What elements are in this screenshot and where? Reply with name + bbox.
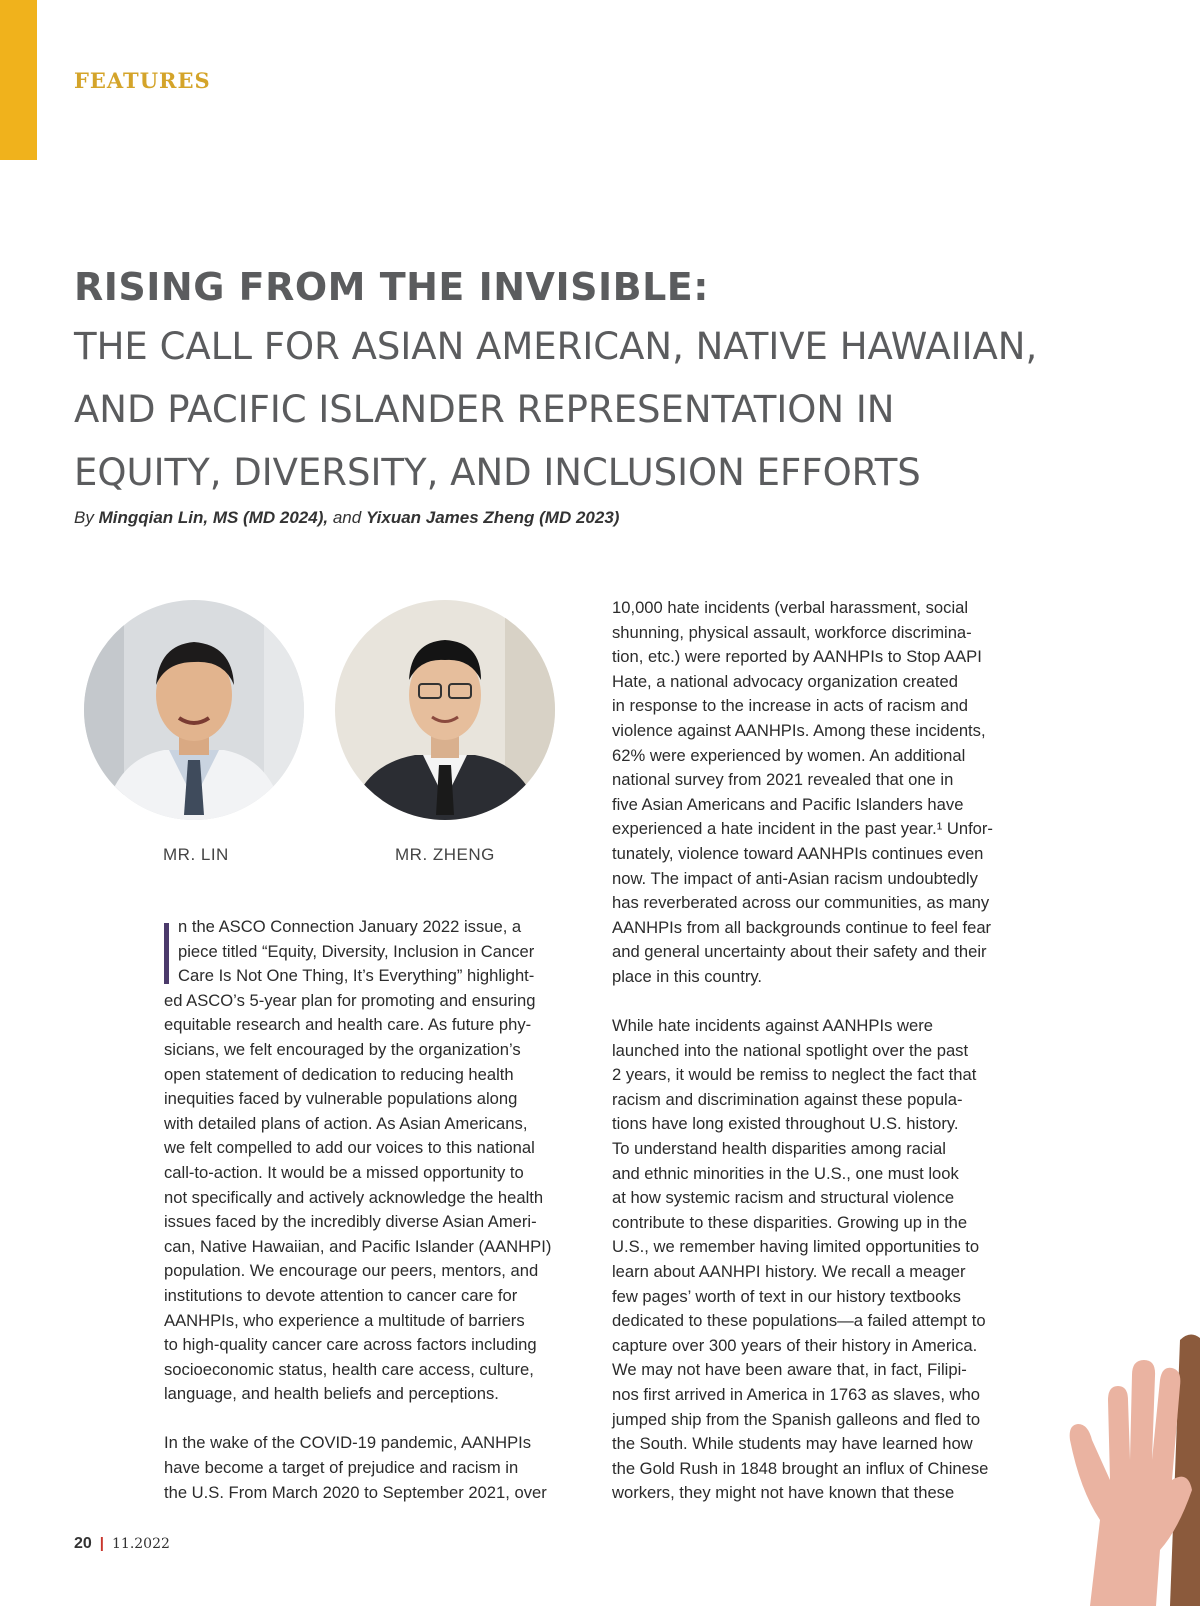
article-column-left	[164, 915, 594, 1505]
article-paragraph-opening: n the ASCO Connection January 2022 issue, a piece titled “Equity, Diversity, Inclusion in Cancer Care Is Not One Thing, It’s Everything” highlight-	[178, 917, 535, 986]
page-number: 20	[74, 1535, 92, 1552]
article-paragraph: In the wake of the COVID-19 pandemic, AANHPIs have become a target of prejudice and racism in the U.S. From March 2020 to September 2021, over	[164, 1433, 547, 1502]
article-paragraph: ed ASCO’s 5-year plan for promoting and ensuring equitable research and health care. As future phy- sicians, we felt encouraged by the organization’s open statement of dedication to reducing health inequities faced by vulnerable populations along with detailed plans of action. As Asian Americans, we felt compelled to add our voices to this national call-to-action. It would be a missed opportunity to not specifically and actively acknowledge the health issues faced by the incredibly diverse Asian Ameri- can, Native Hawaiian, and Pacific Islander (AANHPI) population. We encourage our peers, mentors, and institutions to devote attention to cancer care for AANHPIs, who experience a multitude of barriers to high-quality cancer care across factors including socioeconomic status, health care access, culture, language, and health beliefs and perceptions.	[164, 990, 552, 1404]
raised-hands-icon	[1060, 1320, 1200, 1606]
byline-prefix: By	[74, 508, 94, 527]
portrait-illustration	[335, 600, 555, 820]
page-footer	[74, 1535, 170, 1553]
section-label: FEATURES	[74, 68, 211, 93]
headline-sub-line: AND PACIFIC ISLANDER REPRESENTATION IN	[74, 388, 895, 431]
article-paragraph: 10,000 hate incidents (verbal harassment, social shunning, physical assault, workforce discrimina- tion, etc.) were reported by AANHPIs to Stop AAPI Hate, a national advocacy organization created in response to the increase in acts of racism and violence against AANHPIs. Among these incidents, 62% were experienced by women. An additional national survey from 2021 revealed that one in five Asian Americans and Pacific Islanders have experienced a hate incident in the past year.¹ Unfor- tunately, violence toward AANHPIs continues even now. The impact of anti-Asian racism undoubtedly has reverberated across our communities, as many AANHPIs from all backgrounds continue to feel fear and general uncertainty about their safety and their place in this country.	[612, 598, 993, 986]
byline-conjunction: and	[332, 508, 362, 527]
portrait-illustration	[84, 600, 304, 820]
byline-author: Yixuan James Zheng (MD 2023)	[365, 508, 620, 527]
byline	[74, 508, 619, 528]
headline-main: RISING FROM THE INVISIBLE:	[74, 265, 709, 309]
photo-caption: MR. LIN	[163, 845, 229, 864]
accent-bar	[0, 0, 37, 160]
headline-sub-line: THE CALL FOR ASIAN AMERICAN, NATIVE HAWAIIAN,	[74, 325, 1038, 368]
photo-caption: MR. ZHENG	[395, 845, 495, 864]
author-photo-lin	[84, 600, 304, 820]
issue-date: 11.2022	[112, 1536, 170, 1552]
headline-sub-line: EQUITY, DIVERSITY, AND INCLUSION EFFORTS	[74, 451, 921, 494]
article-paragraph: While hate incidents against AANHPIs were launched into the national spotlight over the past 2 years, it would be remiss to neglect the fact that racism and discrimination against these popula- tions have long existed throughout U.S. history. To understand health disparities among racial and ethnic minorities in the U.S., one must look at how systemic racism and structural violence contribute to these disparities. Growing up in the U.S., we remember having limited opportunities to learn about AANHPI history. We recall a meager few pages’ worth of text in our history textbooks dedicated to these populations—a failed attempt to capture over 300 years of their history in America. We may not have been aware that, in fact, Filipi- nos first arrived in America in 1763 as slaves, who jumped ship from the Spanish galleons and fled to the South. While students may have learned how the Gold Rush in 1848 brought an influx of Chinese workers, they might not have known that these	[612, 1016, 989, 1503]
author-photo-zheng	[335, 600, 555, 820]
footer-separator: |	[99, 1535, 104, 1552]
article-column-right	[612, 596, 1052, 1506]
raised-hands-illustration	[1060, 1320, 1200, 1606]
byline-author: Mingqian Lin, MS (MD 2024),	[98, 508, 329, 527]
article-headline	[74, 262, 1154, 501]
